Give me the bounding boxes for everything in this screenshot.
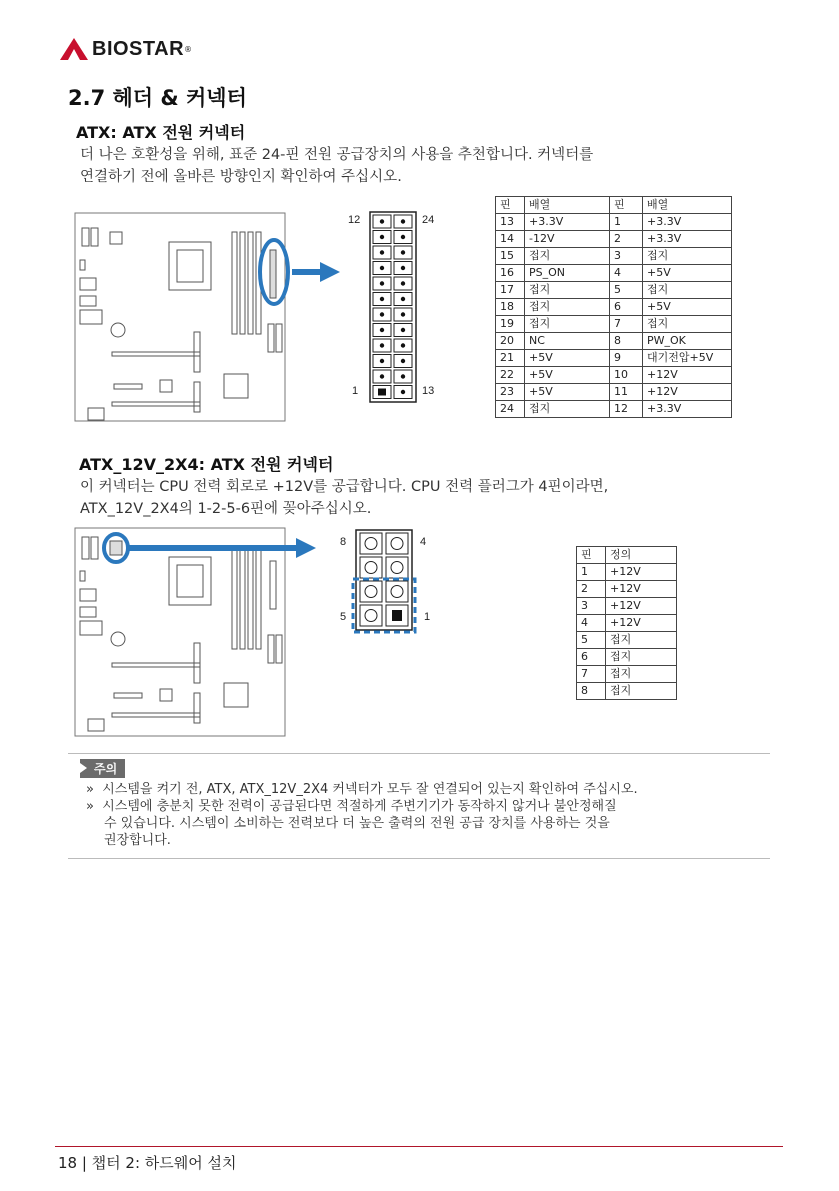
atx12v-8pin-connector: [334, 528, 434, 634]
atx-header-row: [496, 197, 732, 214]
table-cell: 3: [577, 598, 606, 615]
pin-dot: [380, 235, 384, 239]
bullet-icon: »: [86, 799, 94, 814]
table-row: [577, 632, 677, 649]
caution-text-2: 시스템에 충분치 못한 전력이 공급된다면 적절하게 주변기기가 동작하지 않거나 불안정해질: [102, 799, 617, 814]
pin-dot: [401, 281, 405, 285]
atx-header-cell: 배열: [525, 197, 610, 214]
table-cell: +5V: [525, 350, 610, 367]
table-cell: 5: [610, 282, 643, 299]
table-cell: +12V: [606, 615, 677, 632]
table-cell: +5V: [525, 384, 610, 401]
table-cell: 5: [577, 632, 606, 649]
atx12v-title: ATX_12V_2X4: ATX 전원 커넥터: [79, 455, 334, 474]
table-row: [496, 367, 732, 384]
table-cell: 접지: [525, 316, 610, 333]
pin-dot: [401, 235, 405, 239]
registered-mark-icon: ®: [184, 44, 193, 54]
table-cell: 7: [610, 316, 643, 333]
table-cell: +3.3V: [643, 401, 732, 418]
caution-item-2-cont2: 권장합니다.: [104, 833, 171, 848]
atx-label-13: 13: [422, 385, 435, 397]
pin-dot: [401, 250, 405, 254]
pin-socket: [365, 538, 377, 550]
table-cell: 22: [496, 367, 525, 384]
pin-dot: [401, 328, 405, 332]
table-cell: +5V: [525, 367, 610, 384]
table-cell: 7: [577, 666, 606, 683]
table-cell: 3: [610, 248, 643, 265]
table-cell: 17: [496, 282, 525, 299]
pin-socket: [391, 562, 403, 574]
table-row: [496, 265, 732, 282]
pin-dot: [401, 390, 405, 394]
table-cell: +12V: [643, 367, 732, 384]
table-cell: +3.3V: [643, 214, 732, 231]
atx12v-description: [80, 476, 780, 520]
atx12v-header-cell: 정의: [606, 547, 677, 564]
table-cell: +12V: [606, 598, 677, 615]
table-cell: 접지: [643, 248, 732, 265]
pin-socket: [365, 586, 377, 598]
pin-dot: [380, 281, 384, 285]
table-cell: 12: [610, 401, 643, 418]
table-cell: 23: [496, 384, 525, 401]
table-cell: +3.3V: [525, 214, 610, 231]
caution-text-1: 시스템을 켜기 전, ATX, ATX_12V_2X4 커넥터가 모두 잘 연결되어 있는지 확인하여 주십시오.: [102, 782, 638, 797]
table-row: [496, 350, 732, 367]
atx-label-24: 24: [422, 214, 435, 226]
table-cell: 15: [496, 248, 525, 265]
pin-dot: [380, 312, 384, 316]
table-row: [577, 683, 677, 700]
long-arrow-right-icon: [128, 536, 318, 560]
atx-header-cell: 배열: [643, 197, 732, 214]
atx-header-cell: 핀: [610, 197, 643, 214]
table-cell: 접지: [525, 401, 610, 418]
pin-socket: [365, 562, 377, 574]
atx12v-desc-line1: 이 커넥터는 CPU 전력 회로로 +12V를 공급합니다. CPU 전력 플러그가 4핀이라면,: [80, 479, 609, 495]
table-cell: 13: [496, 214, 525, 231]
caution-item-2: [86, 798, 766, 815]
table-cell: 1: [610, 214, 643, 231]
table-row: [496, 248, 732, 265]
table-cell: 6: [610, 299, 643, 316]
table-cell: +12V: [643, 384, 732, 401]
bullet-icon: »: [86, 782, 94, 797]
table-cell: -12V: [525, 231, 610, 248]
table-row: [577, 615, 677, 632]
table-cell: 8: [577, 683, 606, 700]
pin-dot: [401, 359, 405, 363]
table-cell: 24: [496, 401, 525, 418]
table-cell: 8: [610, 333, 643, 350]
pin-dot: [401, 266, 405, 270]
table-cell: 9: [610, 350, 643, 367]
table-row: [577, 581, 677, 598]
atx-header-cell: 핀: [496, 197, 525, 214]
footer-divider: [55, 1146, 783, 1147]
table-row: [496, 333, 732, 350]
table-cell: PW_OK: [643, 333, 732, 350]
table-cell: +12V: [606, 564, 677, 581]
atx12v-header-row: [577, 547, 677, 564]
pin-dot: [380, 374, 384, 378]
footer-text: 18 | 챕터 2: 하드웨어 설치: [58, 1154, 237, 1172]
pin-dot: [401, 312, 405, 316]
pin1-marker: [378, 389, 386, 396]
atx-label-12: 12: [348, 214, 361, 226]
table-cell: 2: [610, 231, 643, 248]
table-cell: 16: [496, 265, 525, 282]
table-row: [496, 231, 732, 248]
table-cell: 4: [577, 615, 606, 632]
pin-socket: [391, 538, 403, 550]
table-row: [577, 564, 677, 581]
table-row: [496, 282, 732, 299]
pin-dot: [380, 219, 384, 223]
pin-socket: [365, 610, 377, 622]
brand-logo: [60, 34, 192, 64]
table-cell: 19: [496, 316, 525, 333]
table-row: [496, 316, 732, 333]
atx12v-header-cell: 핀: [577, 547, 606, 564]
pin-dot: [401, 297, 405, 301]
table-row: [496, 401, 732, 418]
atx12v-label-4: 4: [420, 536, 427, 548]
table-cell: 접지: [606, 683, 677, 700]
motherboard-diagram-atx: [74, 212, 296, 424]
table-cell: 6: [577, 649, 606, 666]
table-cell: 접지: [643, 282, 732, 299]
table-cell: 11: [610, 384, 643, 401]
atx-label-1: 1: [352, 385, 359, 397]
atx12v-desc-line2: ATX_12V_2X4의 1-2-5-6핀에 꽂아주십시오.: [80, 501, 372, 517]
pin-dot: [380, 328, 384, 332]
table-cell: 접지: [525, 299, 610, 316]
pin-dot: [401, 374, 405, 378]
brand-name: BIOSTAR: [92, 37, 185, 60]
table-cell: +5V: [643, 265, 732, 282]
pin-dot: [401, 219, 405, 223]
table-cell: 21: [496, 350, 525, 367]
table-cell: 접지: [606, 649, 677, 666]
biostar-logo-icon: [60, 38, 88, 60]
pin-dot: [380, 359, 384, 363]
table-cell: 접지: [606, 632, 677, 649]
pin-dot: [380, 266, 384, 270]
table-cell: 4: [610, 265, 643, 282]
atx-24pin-connector: [342, 208, 442, 408]
table-cell: 1: [577, 564, 606, 581]
table-cell: 접지: [643, 316, 732, 333]
table-cell: 2: [577, 581, 606, 598]
pin-socket: [391, 586, 403, 598]
table-cell: 접지: [525, 282, 610, 299]
table-row: [577, 649, 677, 666]
table-cell: +12V: [606, 581, 677, 598]
arrow-right-icon: [292, 260, 342, 284]
atx-title: ATX: ATX 전원 커넥터: [76, 123, 246, 142]
atx12v-label-1: 1: [424, 611, 431, 623]
caution-triangle-icon: [80, 763, 88, 773]
atx12v-pin-table: [576, 546, 677, 700]
section-title: 2.7 헤더 & 커넥터: [68, 86, 247, 110]
pin1-marker: [392, 610, 402, 621]
atx-desc-line2: 연결하기 전에 올바른 방향인지 확인하여 주십시오.: [80, 169, 402, 185]
table-cell: 접지: [606, 666, 677, 683]
caution-item-1: [86, 781, 766, 798]
atx-description: [80, 144, 780, 188]
caution-label: 주의: [80, 759, 125, 778]
table-cell: 10: [610, 367, 643, 384]
table-cell: 20: [496, 333, 525, 350]
caution-item-2-cont: 수 있습니다. 시스템이 소비하는 전력보다 더 높은 출력의 전원 공급 장치를 사용하는 것을: [104, 816, 610, 831]
table-cell: NC: [525, 333, 610, 350]
table-cell: 접지: [525, 248, 610, 265]
atx12v-label-5: 5: [340, 611, 347, 623]
table-row: [577, 666, 677, 683]
pin-dot: [380, 250, 384, 254]
pin-dot: [380, 297, 384, 301]
pin-dot: [401, 343, 405, 347]
table-cell: 14: [496, 231, 525, 248]
table-row: [496, 384, 732, 401]
pin-dot: [380, 343, 384, 347]
atx12v-label-8: 8: [340, 536, 347, 548]
table-cell: 18: [496, 299, 525, 316]
table-cell: 대기전압+5V: [643, 350, 732, 367]
table-row: [577, 598, 677, 615]
atx-pin-table: [495, 196, 732, 418]
table-cell: PS_ON: [525, 265, 610, 282]
table-row: [496, 299, 732, 316]
atx-desc-line1: 더 나은 호환성을 위해, 표준 24-핀 전원 공급장치의 사용을 추천합니다. 커넥터를: [80, 147, 594, 163]
table-cell: +3.3V: [643, 231, 732, 248]
table-row: [496, 214, 732, 231]
table-cell: +5V: [643, 299, 732, 316]
